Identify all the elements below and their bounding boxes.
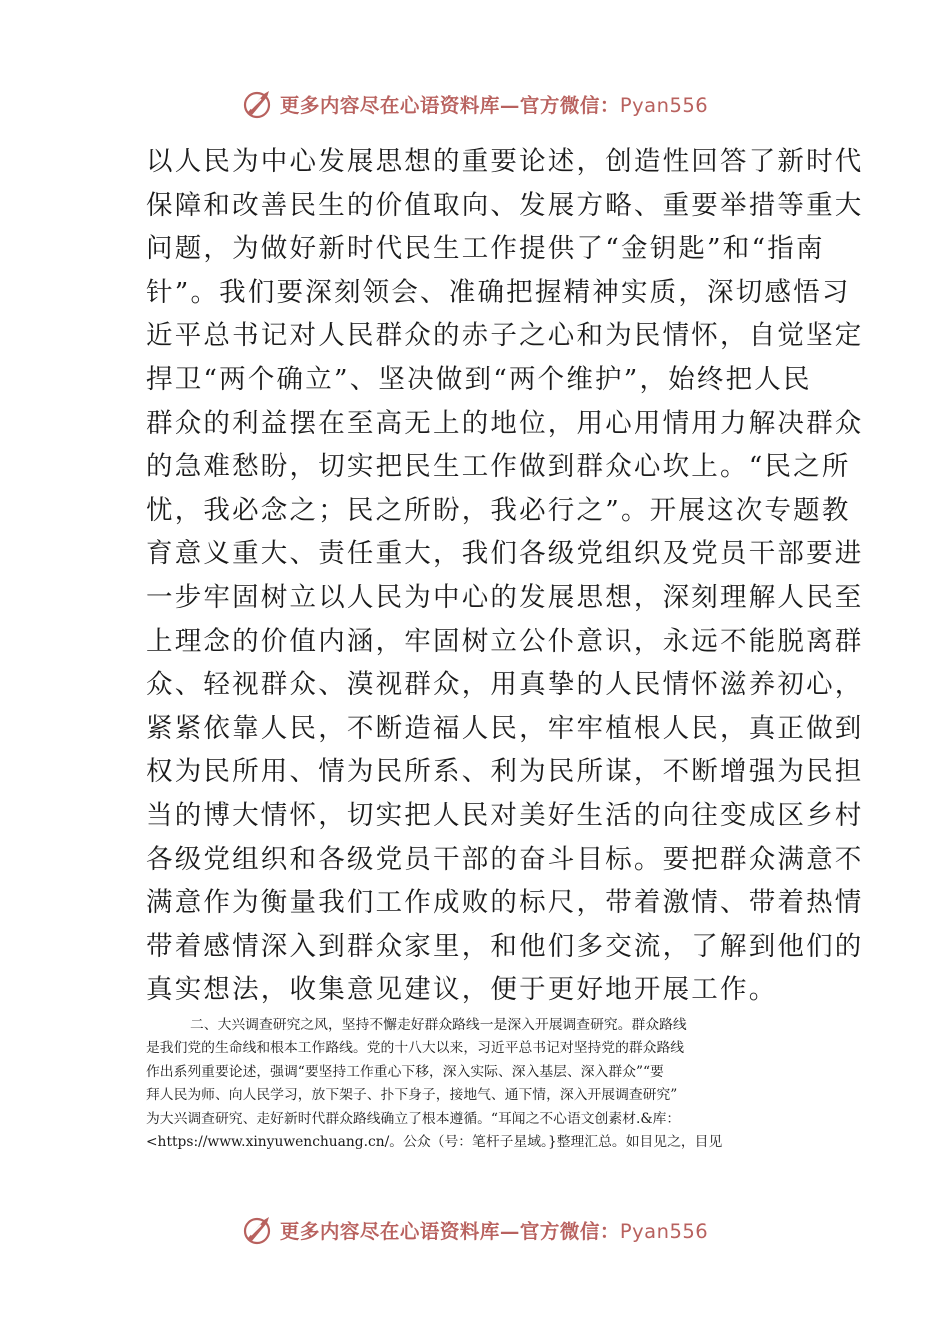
section-two-line: <https://www.xinyuwenchuang.cn/。公众（号：笔杆子星域。}整理汇总。如目见之，目见 (146, 1133, 723, 1150)
section-two-line: 是我们党的生命线和根本工作路线。党的十八大以来，习近平总书记对坚持党的群众路线 (146, 1040, 685, 1057)
body-line: 忧，我必念之；民之所盼，我必行之”。开展这次专题教 (146, 494, 851, 526)
banner-text (280, 1216, 708, 1244)
body-line: 近平总书记对人民群众的赤子之心和为民情怀，自觉坚定 (146, 320, 864, 352)
body-line: 真实想法，收集意见建议，便于更好地开展工作。 (146, 974, 778, 1006)
body-line: 群众的利益摆在至高无上的地位，用心用情用力解决群众 (146, 407, 864, 439)
footer-banner (0, 1210, 950, 1250)
section-two-line: 作出系列重要论述，强调“要坚持工作重心下移，深入实际、深入基层、深入群众”“要 (146, 1063, 664, 1080)
body-line: 针”。我们要深刻领会、准确把握精神实质，深切感悟习 (146, 276, 851, 308)
header-banner (0, 84, 950, 124)
body-line: 带着感情深入到群众家里，和他们多交流，了解到他们的 (146, 930, 864, 962)
section-two-line: 为大兴调查研究、走好新时代群众路线确立了根本遵循。“耳闻之不心语文创素材.&库： (146, 1110, 681, 1127)
section-two-paragraph (146, 1014, 806, 1154)
section-two-line: 拜人民为师、向人民学习，放下架子、扑下身子，接地气、通下情，深入开展调查研究” (146, 1087, 678, 1104)
body-line: 的急难愁盼，切实把民生工作做到群众心坎上。“民之所 (146, 451, 851, 483)
banner-text-cn: 更多内容尽在心语资料库—官方微信： (279, 1220, 620, 1243)
pen-circle-icon (242, 88, 274, 120)
banner-text (280, 90, 708, 118)
body-line: 权为民所用、情为民所系、利为民所谋，不断增强为民担 (146, 756, 864, 788)
body-line: 一步牢固树立以人民为中心的发展思想，深刻理解人民至 (146, 581, 864, 613)
body-line: 以人民为中心发展思想的重要论述，创造性回答了新时代 (146, 146, 864, 177)
body-line: 上理念的价值内涵，牢固树立公仆意识，永远不能脱离群 (146, 625, 864, 657)
body-line: 当的博大情怀，切实把人民对美好生活的向往变成区乡村 (146, 799, 864, 831)
body-line: 各级党组织和各级党员干部的奋斗目标。要把群众满意不 (146, 843, 864, 875)
body-line: 众、轻视群众、漠视群众，用真挚的人民情怀滋养初心， (146, 669, 864, 701)
body-line: 紧紧依靠人民，不断造福人民，牢牢植根人民，真正做到 (146, 712, 864, 744)
body-line: 问题，为做好新时代民生工作提供了“金钥匙”和“指南 (146, 233, 825, 265)
banner-wechat-id: Pyan556 (619, 1220, 709, 1243)
body-paragraph (146, 140, 864, 1012)
banner-text-cn: 更多内容尽在心语资料库—官方微信： (279, 94, 620, 117)
banner-wechat-id: Pyan556 (619, 94, 709, 117)
body-line: 捍卫“两个确立”、坚决做到“两个维护”，始终把人民 (146, 363, 812, 395)
body-line: 满意作为衡量我们工作成败的标尺，带着激情、带着热情 (146, 887, 864, 919)
pen-circle-icon (242, 1214, 274, 1246)
body-line: 育意义重大、责任重大，我们各级党组织及党员干部要进 (146, 538, 864, 570)
section-two-line: 二、大兴调查研究之风，坚持不懈走好群众路线一是深入开展调查研究。群众路线 (190, 1017, 687, 1033)
body-line: 保障和改善民生的价值取向、发展方略、重要举措等重大 (146, 189, 864, 221)
